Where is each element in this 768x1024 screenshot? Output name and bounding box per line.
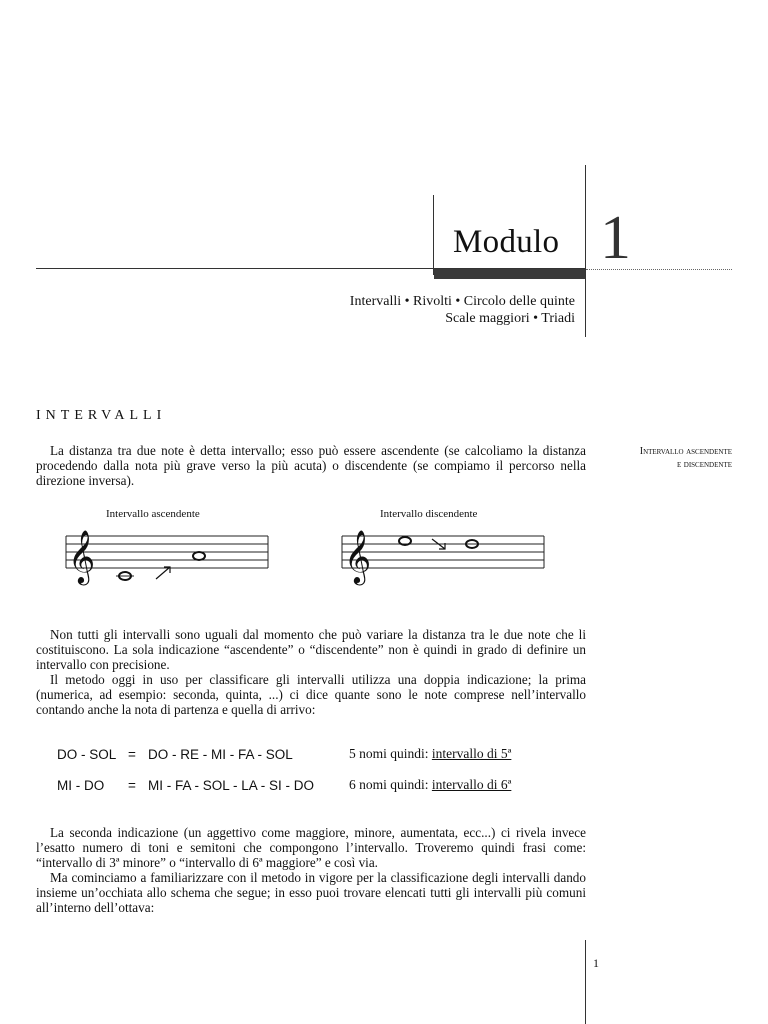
header-thick-bar <box>434 269 585 279</box>
interval-count: 6 nomi quindi: <box>349 777 429 792</box>
interval-notes: DO - RE - MI - FA - SOL <box>148 747 293 762</box>
example-ascending-caption: Intervallo ascendente <box>106 508 200 520</box>
header-vertical-rule-left <box>433 195 434 275</box>
interval-result <box>349 777 511 793</box>
paragraph-1: La distanza tra due note è detta intervallo; esso può essere ascendente (se calcoliamo la distanza procedendo dalla nota più grave verso la più acuta) o discendente (se compiamo il percorso nella direzione inversa). <box>36 443 586 489</box>
arrow-up-right-icon <box>156 567 170 579</box>
interval-notes: MI - FA - SOL - LA - SI - DO <box>148 778 315 793</box>
interval-result <box>349 746 511 762</box>
module-subtitle-line2: Scale maggiori • Triadi <box>445 311 575 326</box>
section-heading: INTERVALLI <box>36 408 167 423</box>
interval-name: intervallo di 5ª <box>431 746 512 761</box>
paragraph-5: Ma cominciamo a familiarizzare con il metodo in vigore per la classificazione degli intervalli dando insieme un’occhiata allo schema che segue; in esso puoi trovare elencati tutti gli intervalli più comuni all’interno dell’ottava: <box>36 870 586 916</box>
interval-equals: = <box>128 778 136 793</box>
module-subtitle <box>275 293 575 327</box>
interval-equals: = <box>128 747 136 762</box>
paragraph-3: Il metodo oggi in uso per classificare gli intervalli utilizza una doppia indicazione; la prima (numerica, ad esempio: seconda, quinta, ...) ci dice quante sono le note comprese nell’intervallo contando anche la nota di partenza e quella di arrivo: <box>36 672 586 718</box>
note-g <box>193 552 205 560</box>
sidenote-line2: e discendente <box>677 459 732 470</box>
header-vertical-rule-right <box>585 165 586 337</box>
sidenote <box>582 445 732 471</box>
footer-vertical-rule <box>585 940 586 1024</box>
module-title: Modulo <box>453 224 560 260</box>
treble-clef-icon: 𝄞 <box>68 529 96 583</box>
interval-count: 5 nomi quindi: <box>349 746 429 761</box>
paragraph-4: La seconda indicazione (un aggettivo come maggiore, minore, aumentata, ecc...) ci rivela invece l’esatto numero di toni e semitoni che compongono l’intervallo. Troveremo quindi frasi come: “intervallo di 3ª minore” o “intervallo di 6ª maggiore” e così via. <box>36 825 586 871</box>
staff-ascending <box>60 522 275 587</box>
staff-descending <box>336 522 551 587</box>
example-descending-caption: Intervallo discendente <box>380 508 478 520</box>
sidenote-line1: Intervallo ascendente <box>639 446 732 457</box>
module-subtitle-line1: Intervalli • Rivolti • Circolo delle quinte <box>349 294 575 309</box>
interval-name: intervallo di 6ª <box>431 777 512 792</box>
treble-clef-icon: 𝄞 <box>344 529 372 583</box>
page-number: 1 <box>593 956 599 970</box>
module-number: 1 <box>600 204 631 272</box>
interval-pair: MI - DO <box>57 778 105 793</box>
interval-pair: DO - SOL <box>57 747 117 762</box>
paragraph-2: Non tutti gli intervalli sono uguali dal momento che può variare la distanza tra le due note che li costituiscono. La sola indicazione “ascendente” o “discendente” non è quindi in grado di definire un intervallo con precisione. <box>36 627 586 673</box>
